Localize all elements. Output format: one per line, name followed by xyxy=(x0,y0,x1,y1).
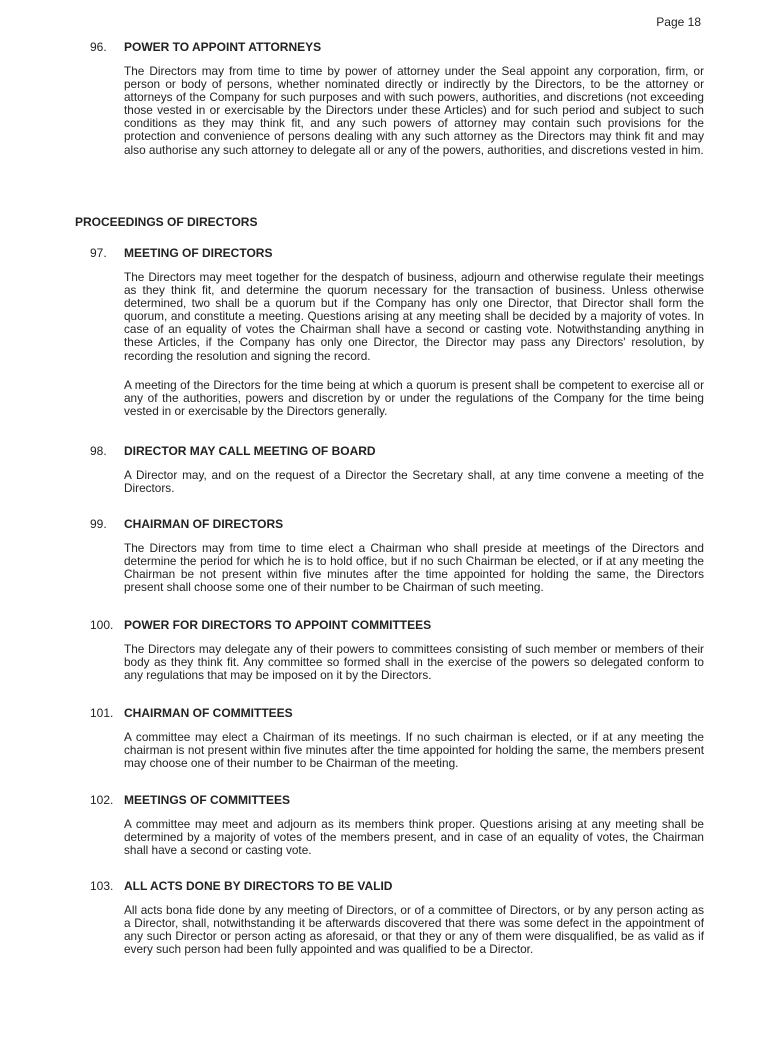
article-paragraph: The Directors may delegate any of their powers to committees consisting of such member or members of their body as they think fit. Any committee so formed shall in the exercise of the powers so delegated conform to any regulations that may be imposed on it by the Directors. xyxy=(124,642,704,683)
article-number: 101. xyxy=(90,706,114,720)
article-paragraph: The Directors may from time to time elect a Chairman who shall preside at meetings of the Directors and determine the period for which he is to hold office, but if no such Chairman be elected, or if at any meeting the Chairman be not present within five minutes after the time appointed for holding the same, the Directors present shall choose some one of their number to be Chairman of such meeting. xyxy=(124,541,704,595)
article-number: 96. xyxy=(90,40,107,54)
article-99 xyxy=(90,517,704,610)
article-102 xyxy=(90,793,704,873)
article-paragraph: A meeting of the Directors for the time being at which a quorum is present shall be competent to exercise all or any of the authorities, powers and discretion by or under the regulations of the Company for the time being vested in or exercisable by the Directors generally. xyxy=(124,377,704,418)
article-paragraph: The Directors may from time to time by power of attorney under the Seal appoint any corporation, firm, or person or body of persons, whether nominated directly or indirectly by the Directors, to be the attorney or attorneys of the Company for such purposes and with such powers, authorities, and discretions (not exceeding those vested in or exercisable by the Directors under these Articles) and for such period and subject to such conditions as they may think fit, and any such powers of attorney may contain such provisions for the protection and convenience of persons dealing with any such attorney as the Directors may think fit and may also authorise any such attorney to delegate all or any of the powers, authorities, and discretions vested in him. xyxy=(124,64,704,157)
article-heading: CHAIRMAN OF COMMITTEES xyxy=(124,706,293,720)
article-number: 102. xyxy=(90,793,114,807)
article-paragraph: The Directors may meet together for the despatch of business, adjourn and otherwise regulate their meetings as they think fit, and determine the quorum necessary for the transaction of business. Unless otherwise determined, two shall be a quorum but if the Company has only one Director, that Director shall form the quorum, and constitute a meeting. Questions arising at any meeting shall be decided by a majority of votes. In case of an equality of votes the Chairman shall have a second or casting vote. Notwithstanding anything in these Articles, if the Company has only one Director, the Director may pass any Directors' resolution, by recording the resolution and signing the record. xyxy=(124,270,704,363)
article-96 xyxy=(90,40,704,173)
part-heading: PROCEEDINGS OF DIRECTORS xyxy=(75,215,258,229)
article-paragraph: A Director may, and on the request of a Director the Secretary shall, at any time convene a meeting of the Directors. xyxy=(124,468,704,496)
article-heading: DIRECTOR MAY CALL MEETING OF BOARD xyxy=(124,444,376,458)
article-heading: CHAIRMAN OF DIRECTORS xyxy=(124,517,284,531)
article-number: 103. xyxy=(90,879,114,893)
article-paragraph: All acts bona fide done by any meeting of Directors, or of a committee of Directors, or by any person acting as a Director, shall, notwithstanding it be afterwards discovered that there was some defect in the appointment of any such Director or person acting as aforesaid, or that they or any of them were disqualified, be as valid as if every such person had been fully appointed and was qualified to be a Director. xyxy=(124,903,704,957)
article-heading: MEETINGS OF COMMITTEES xyxy=(124,793,291,807)
article-97 xyxy=(90,246,704,434)
article-number: 99. xyxy=(90,517,107,531)
article-heading: POWER FOR DIRECTORS TO APPOINT COMMITTEES xyxy=(124,618,432,632)
article-number: 98. xyxy=(90,444,107,458)
article-heading: POWER TO APPOINT ATTORNEYS xyxy=(124,40,322,54)
article-heading: MEETING OF DIRECTORS xyxy=(124,246,273,260)
article-paragraph: A committee may elect a Chairman of its meetings. If no such chairman is elected, or if at any meeting the chairman is not present within five minutes after the time appointed for holding the same, the members present may choose one of their number to be Chairman of the meeting. xyxy=(124,730,704,771)
article-paragraph: A committee may meet and adjourn as its members think proper. Questions arising at any meeting shall be determined by a majority of votes of the members present, and in case of an equality of votes, the Chairman shall have a second or casting vote. xyxy=(124,817,704,858)
article-101 xyxy=(90,706,704,786)
article-100 xyxy=(90,618,704,698)
article-number: 97. xyxy=(90,246,107,260)
page-number: Page 18 xyxy=(656,15,701,29)
article-98 xyxy=(90,444,704,511)
article-number: 100. xyxy=(90,618,114,632)
article-103 xyxy=(90,879,704,972)
article-heading: ALL ACTS DONE BY DIRECTORS TO BE VALID xyxy=(124,879,393,893)
